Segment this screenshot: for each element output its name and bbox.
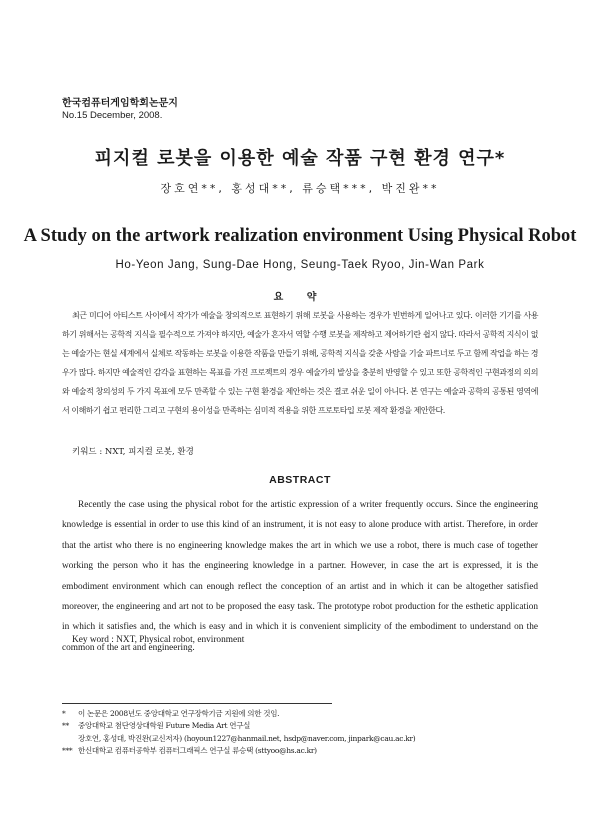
korean-authors: 장호연**, 홍성대**, 류승택***, 박진완** — [160, 182, 440, 195]
korean-title: 피지컬 로봇을 이용한 예술 작품 구현 환경 연구* — [94, 148, 506, 169]
korean-keywords: 키워드 : NXT, 피지컬 로봇, 환경 — [72, 447, 194, 457]
footnote-mark: ** — [62, 721, 69, 731]
english-abstract-heading: ABSTRACT — [269, 474, 331, 486]
english-abstract-body: Recently the case using the physical robot for the artistic expression of a writer frequently occurs. Since the engineering knowledge is essential in order to use this kind of an instrument, it is not easy to alone produce with artist. Therefore, in order that the artist who there is no engineering knowledge makes the art in which we use a robot, there is much case of together working the person who it has the engineering knowledge in a partner. However, in case the art is expressed, it is the embodiment environment which can enough reflect the conception of an artist and in which it can be altogether satisfied moreover, the engineering and art not to be proposed the easy task. The prototype robot production for the esthetic application in which it satisfies and, the which is easy and in which it is convenient simplicity of the embodiment to understand on the common of the art and engineering. — [62, 500, 538, 653]
footnotes — [62, 708, 542, 757]
english-authors: Ho-Yeon Jang, Sung-Dae Hong, Seung-Taek Ryoo, Jin-Wan Park — [115, 259, 485, 271]
journal-issue: No.15 December, 2008. — [62, 110, 163, 121]
korean-abstract-body: 최근 미디어 아티스트 사이에서 작가가 예술을 창의적으로 표현하기 위해 로봇을 사용하는 경우가 빈번하게 일어나고 있다. 이러한 기기를 사용하기 위해서는 공학적 지식을 필수적으로 가져야 하지만, 예술가 혼자서 역할 수행 로봇을 제작하고 제어하기란 쉽지 않다. 따라서 공학적 지식이 없는 예술가는 현실 세계에서 실체로 작동하는 로봇을 이용한 작품을 만들기 위해, 공학적 지식을 갖춘 사람을 기술 파트너로 두고 함께 작업을 하는 경우가 많다. 하지만 예술적인 감각을 표현하는 목표를 가진 프로젝트의 경우 예술가의 발상을 충분히 반영할 수 있고 또한 공학적인 구현과정의 의의와 예술적 창의성의 두 가지 목표에 모두 만족할 수 있는 구현 환경을 제안하는 것은 결코 쉬운 일이 아니다. 본 연구는 예술과 공학의 공통된 영역에서 이해하기 쉽고 편리한 그리고 구현의 용이성을 만족하는 심미적 적용을 위한 프로토타입 로봇 제작 환경을 제안한다. — [62, 311, 538, 415]
footnote-text: 중앙대학교 첨단영상대학원 Future Media Art 연구실 — [78, 721, 251, 731]
footnote-mark: * — [62, 709, 66, 718]
english-keywords: Key word : NXT, Physical robot, environment — [72, 635, 245, 645]
footnote-mark: *** — [62, 745, 73, 755]
footnote — [62, 708, 542, 720]
footnote-text: 이 논문은 2008년도 중앙대학교 연구장학기금 지원에 의한 것임. — [78, 709, 280, 718]
footnote-divider — [62, 703, 332, 704]
footnote — [62, 720, 542, 732]
journal-name: 한국컴퓨터게임학회논문지 — [62, 98, 178, 109]
footnote-text: 한신대학교 컴퓨터공학부 컴퓨터그래픽스 연구실 류승택 (sttyoo@hs.ac.kr) — [78, 745, 317, 755]
footnote — [62, 745, 542, 757]
footnote-continuation: 장호연, 홍성대, 박진완(교신저자) (hoyoun1227@hanmail.net, hsdp@naver.com, jinpark@cau.ac.kr) — [78, 733, 416, 743]
korean-abstract-heading: 요 약 — [273, 292, 327, 303]
journal-header — [62, 98, 178, 122]
english-title: A Study on the artwork realization environment Using Physical Robot — [23, 226, 577, 246]
